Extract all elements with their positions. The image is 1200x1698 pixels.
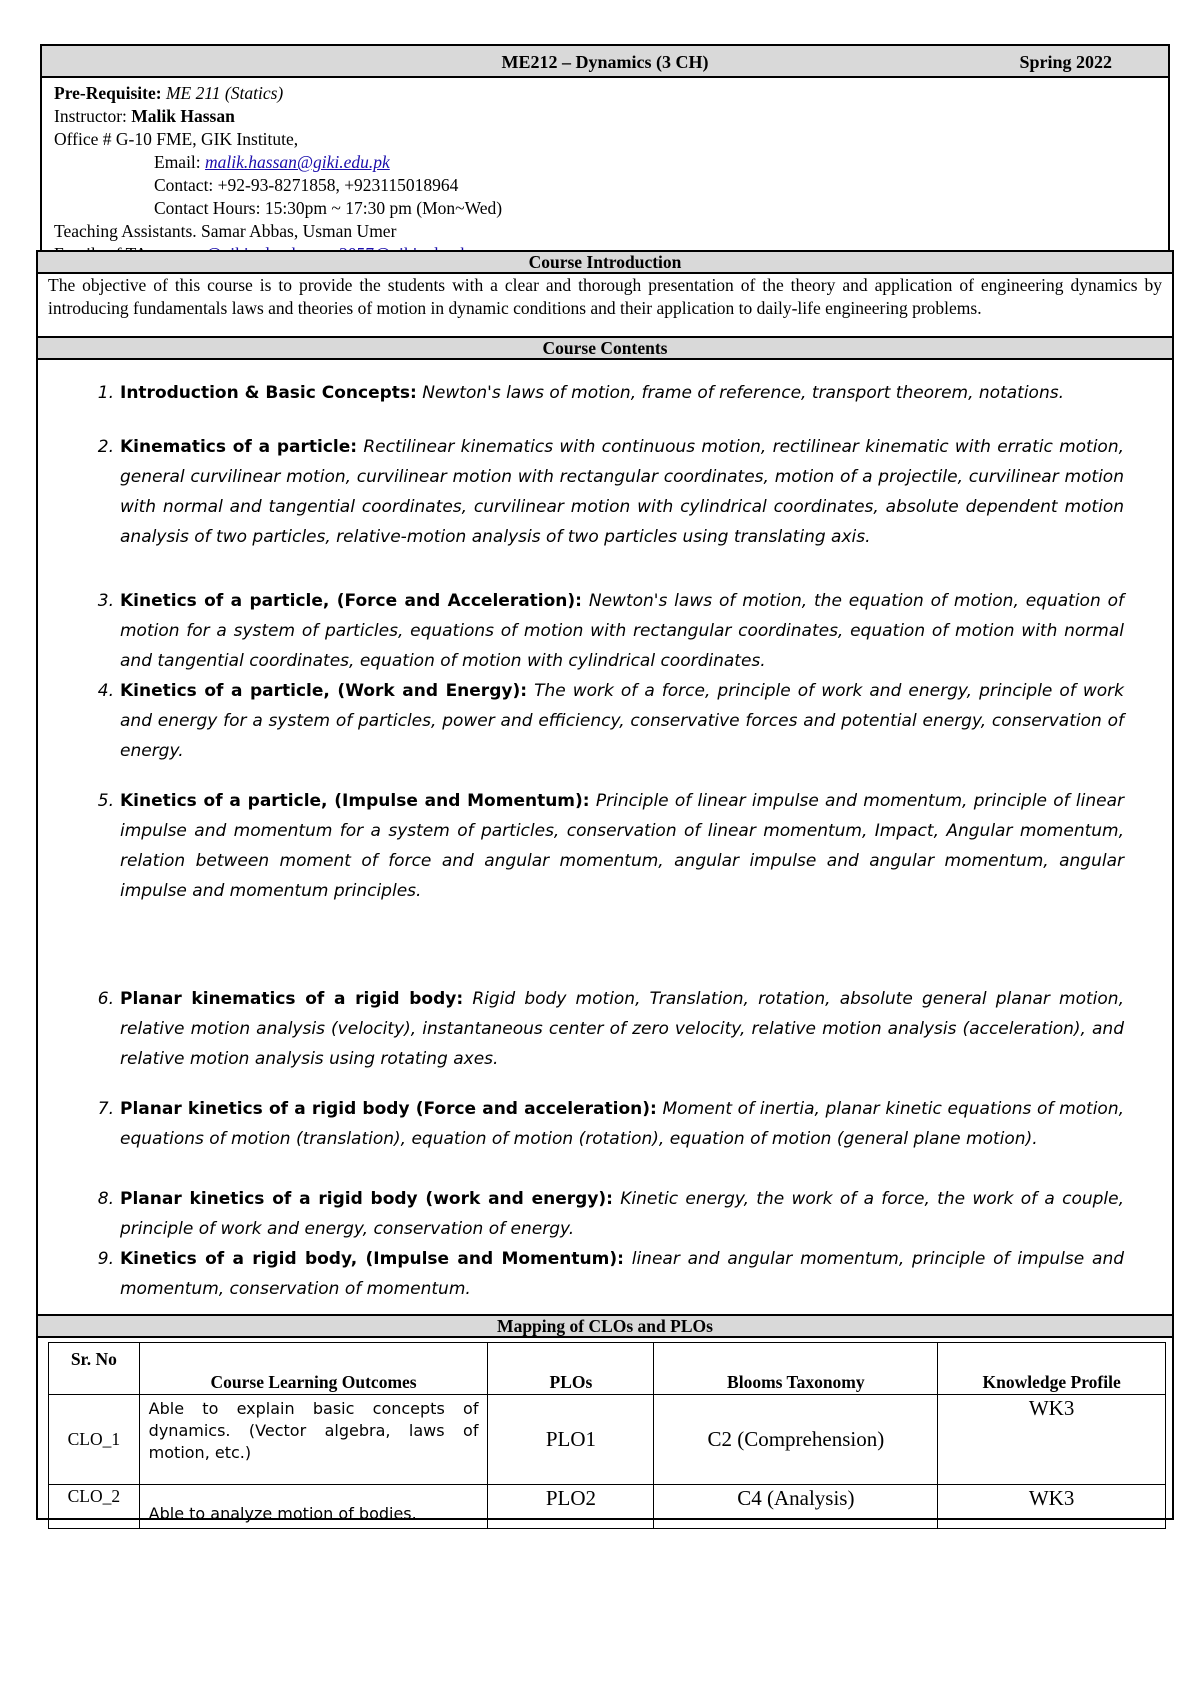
table-row	[49, 1485, 1166, 1529]
column-header: Knowledge Profile	[938, 1343, 1166, 1395]
item-heading: Kinetics of a particle, (Work and Energy):	[120, 681, 528, 701]
plo: PLO1	[488, 1395, 654, 1485]
item-heading: Introduction & Basic Concepts:	[120, 383, 417, 403]
item-description: Moment of inertia, planar kinetic equations of motion, equations of motion (translation), equation of motion (rotation), equation of motion (general plane motion).	[120, 1099, 1125, 1149]
email-line	[54, 151, 1168, 174]
item-heading: Kinematics of a particle:	[120, 437, 358, 457]
clo-outcome-text: Able to analyze motion of bodies.	[148, 1504, 417, 1523]
column-header: PLOs	[488, 1343, 654, 1395]
knowledge-profile: WK3	[938, 1395, 1166, 1485]
item-heading: Planar kinematics of a rigid body:	[120, 989, 464, 1009]
item-heading: Kinetics of a particle, (Force and Acceleration):	[120, 591, 582, 611]
column-header: Sr. No	[49, 1343, 140, 1395]
item-number: 4.	[97, 681, 114, 701]
course-term: Spring 2022	[1019, 52, 1112, 72]
item-number: 1.	[97, 383, 114, 403]
clo-outcome	[139, 1485, 488, 1529]
item-description: Newton's laws of motion, frame of reference, transport theorem, notations.	[422, 383, 1064, 403]
contact-hours-line: Contact Hours: 15:30pm ~ 17:30 pm (Mon~Wed)	[154, 198, 503, 218]
item-description: The work of a force, principle of work and energy, principle of work and energy for a system of particles, power and efficiency, conservative forces and potential energy, conservation of energy.	[120, 681, 1125, 761]
blooms-level: C4 (Analysis)	[654, 1485, 938, 1529]
course-title-bar	[40, 44, 1170, 78]
table-header-row	[49, 1343, 1166, 1395]
item-heading: Planar kinetics of a rigid body (work and energy):	[120, 1189, 613, 1209]
course-introduction-heading: Course Introduction	[36, 250, 1174, 274]
clo-outcome-text: Able to explain basic concepts of dynamics. (Vector algebra, laws of motion, etc.)	[148, 1399, 479, 1462]
clo-id: CLO_2	[49, 1485, 140, 1529]
item-number: 8.	[97, 1189, 114, 1209]
prereq-value: ME 211 (Statics)	[165, 83, 284, 103]
item-number: 5.	[97, 791, 114, 811]
email-label: Email:	[154, 152, 201, 172]
item-description: Rectilinear kinematics with continuous motion, rectilinear kinematic with erratic motion, general curvilinear motion, curvilinear motion with rectangular coordinates, motion of a projectile, curvilinear motion with normal and tangential coordinates, curvilinear motion with cylindrical coordinates, absolute dependent motion analysis of two particles, relative-motion analysis of two particles using translating axis.	[120, 437, 1124, 547]
plo: PLO2	[488, 1485, 654, 1529]
item-description: Kinetic energy, the work of a force, the work of a couple, principle of work and energy, conservation of energy.	[120, 1189, 1125, 1239]
instructor-line	[54, 105, 1168, 128]
teaching-assistants-line: Teaching Assistants. Samar Abbas, Usman Umer	[54, 221, 397, 241]
course-title: ME212 – Dynamics (3 CH)	[501, 52, 709, 72]
mapping-heading: Mapping of CLOs and PLOs	[36, 1314, 1174, 1338]
item-number: 9.	[97, 1249, 114, 1269]
course-introduction-text: The objective of this course is to provide the students with a clear and thorough presentation of the theory and application of engineering dynamics by introducing fundamentals laws and theories of motion in dynamic conditions and their application to daily-life engineering problems.	[36, 274, 1174, 344]
item-number: 6.	[97, 989, 114, 1009]
course-contents-heading: Course Contents	[36, 336, 1174, 360]
column-header: Course Learning Outcomes	[139, 1343, 488, 1395]
course-contents-list	[36, 360, 1174, 1314]
item-description: Newton's laws of motion, the equation of motion, equation of motion for a system of particles, equations of motion with rectangular coordinates, equation of motion with normal and tangential coordinates, equation of motion with cylindrical coordinates.	[120, 591, 1124, 671]
item-heading: Kinetics of a particle, (Impulse and Momentum):	[120, 791, 590, 811]
instructor-label: Instructor:	[54, 106, 127, 126]
contact-line: Contact: +92-93-8271858, +923115018964	[154, 175, 459, 195]
item-heading: Kinetics of a rigid body, (Impulse and Momentum):	[120, 1249, 624, 1269]
table-row	[49, 1395, 1166, 1485]
item-description: Principle of linear impulse and momentum, principle of linear impulse and momentum for a system of particles, conservation of linear momentum, Impact, Angular momentum, relation between moment of force and angular momentum, angular impulse and angular momentum, angular impulse and momentum principles.	[120, 791, 1124, 901]
clo-plo-mapping	[36, 1338, 1174, 1523]
item-description: Rigid body motion, Translation, rotation, absolute general planar motion, relative motion analysis (velocity), instantaneous center of zero velocity, relative motion analysis (acceleration), and relative motion analysis using rotating axes.	[120, 989, 1124, 1069]
prereq-label: Pre-Requisite:	[54, 83, 162, 103]
instructor-name: Malik Hassan	[131, 106, 235, 126]
item-number: 7.	[97, 1099, 114, 1119]
blooms-level: C2 (Comprehension)	[654, 1395, 938, 1485]
course-info-block	[40, 78, 1170, 274]
prerequisite-line	[54, 82, 1168, 105]
clo-id: CLO_1	[49, 1395, 140, 1485]
clo-outcome	[139, 1395, 488, 1485]
item-description: linear and angular momentum, principle of impulse and momentum, conservation of momentum.	[120, 1249, 1125, 1299]
item-heading: Planar kinetics of a rigid body (Force and acceleration):	[120, 1099, 657, 1119]
column-header: Blooms Taxonomy	[654, 1343, 938, 1395]
office-line: Office # G-10 FME, GIK Institute,	[54, 129, 299, 149]
instructor-email-link[interactable]: malik.hassan@giki.edu.pk	[205, 152, 390, 172]
item-number: 2.	[97, 437, 114, 457]
knowledge-profile: WK3	[938, 1485, 1166, 1529]
item-number: 3.	[97, 591, 114, 611]
clo-table	[48, 1342, 1166, 1529]
